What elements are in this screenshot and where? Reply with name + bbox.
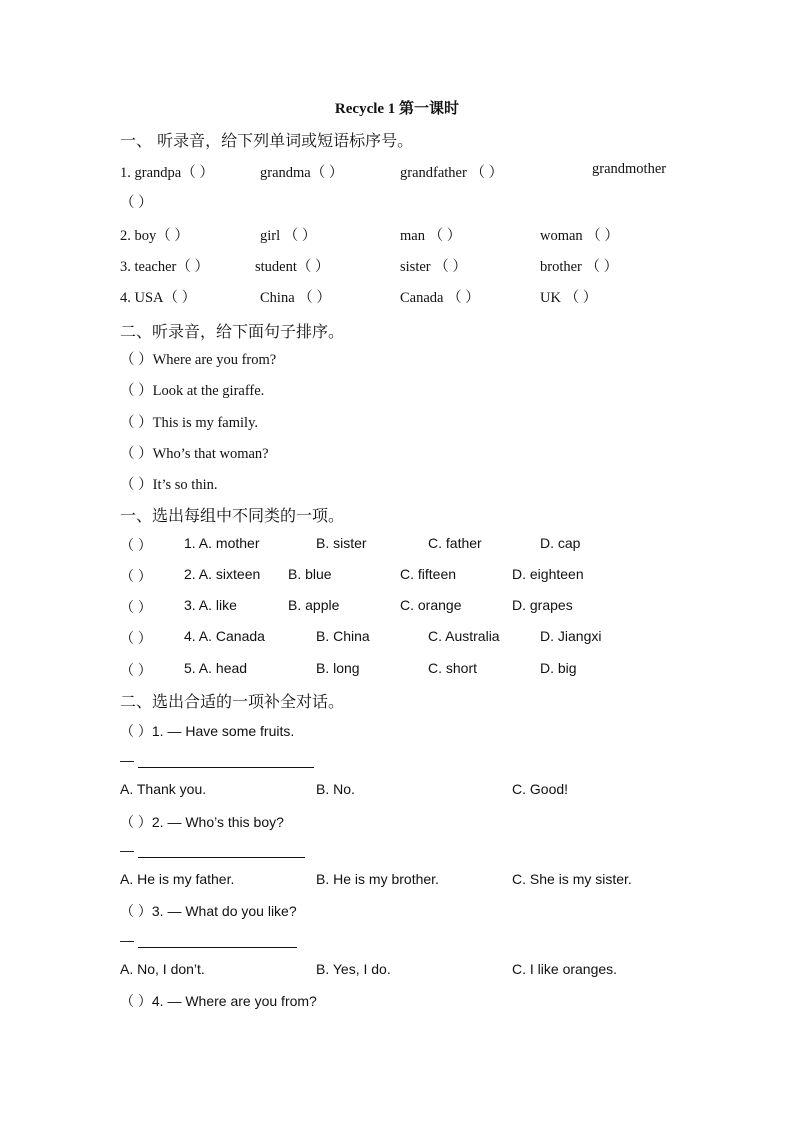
dialogue-question: （ ）2. — Who’s this boy? [120,814,284,830]
option-d: D. cap [540,535,581,551]
option-a: 3. A. like [184,597,237,613]
answer-dash: — [120,752,134,768]
option-a: 2. A. sixteen [184,566,261,582]
answer-blank[interactable] [138,947,297,948]
page-title: Recycle 1 第一课时 [334,101,460,117]
word-item: grandmother [592,161,667,177]
answer-bracket: （ ） [120,537,152,553]
option-b: B. apple [288,597,340,613]
option-a: 5. A. head [184,660,248,676]
option-c: C. orange [400,597,462,613]
word-item: man （ ） [400,228,462,244]
word-item: Canada （ ） [400,290,480,306]
word-item: 4. USA（ ） [120,290,197,306]
option-c: C. short [428,660,478,676]
option-b: B. Yes, I do. [316,961,391,977]
word-item: student（ ） [255,259,330,275]
option-a: 1. A. mother [184,535,260,551]
dialogue-question: （ ）1. — Have some fruits. [120,723,295,739]
word-item: grandma（ ） [260,165,344,181]
word-item: girl （ ） [260,228,317,244]
option-c: C. Australia [428,628,500,644]
word-item: 3. teacher（ ） [120,259,209,275]
option-c: C. father [428,535,482,551]
option-a: A. No, I don’t. [120,961,205,977]
option-a: 4. A. Canada [184,628,265,644]
answer-bracket: （ ） [120,662,152,678]
sentence-item: （ ）It’s so thin. [120,477,218,493]
answer-bracket: （ ） [120,599,152,615]
word-item: 1. grandpa（ ） [120,165,214,181]
sentence-item: （ ）Look at the giraffe. [120,383,265,399]
option-a: A. He is my father. [120,871,235,887]
sentence-item: （ ）Who’s that woman? [120,446,269,462]
option-b: B. He is my brother. [316,871,439,887]
option-a: A. Thank you. [120,781,207,797]
option-b: B. long [316,660,360,676]
option-c: C. fifteen [400,566,457,582]
option-d: D. big [540,660,577,676]
sentence-item: （ ）Where are you from? [120,352,277,368]
option-d: D. Jiangxi [540,628,602,644]
answer-bracket: （ ） [120,630,152,646]
section-heading-complete-dialogue: 二、选出合适的一项补全对话。 [120,692,345,711]
word-item-continued: （ ） [120,195,153,211]
answer-blank[interactable] [138,767,314,768]
answer-dash: — [120,842,134,858]
answer-dash: — [120,932,134,948]
option-b: B. No. [316,781,355,797]
word-item: grandfather （ ） [400,165,504,181]
dialogue-question: （ ）3. — What do you like? [120,903,297,919]
answer-blank[interactable] [138,857,305,858]
option-c: C. She is my sister. [512,871,632,887]
word-item: woman （ ） [540,228,619,244]
answer-bracket: （ ） [120,568,152,584]
word-item: 2. boy（ ） [120,228,189,244]
option-c: C. Good! [512,781,569,797]
option-b: B. blue [288,566,332,582]
option-d: D. eighteen [512,566,584,582]
option-b: B. sister [316,535,367,551]
option-d: D. grapes [512,597,573,613]
word-item: China （ ） [260,290,331,306]
option-c: C. I like oranges. [512,961,618,977]
dialogue-question: （ ）4. — Where are you from? [120,993,317,1009]
word-item: UK （ ） [540,290,598,306]
option-b: B. China [316,628,370,644]
word-item: brother （ ） [540,259,619,275]
section-heading-listen-words: 一、 听录音，给下列单词或短语标序号。 [120,131,414,150]
section-heading-order-sentences: 二、听录音，给下面句子排序。 [120,322,345,341]
section-heading-odd-one-out: 一、选出每组中不同类的一项。 [120,506,345,525]
sentence-item: （ ）This is my family. [120,415,259,431]
word-item: sister （ ） [400,259,467,275]
